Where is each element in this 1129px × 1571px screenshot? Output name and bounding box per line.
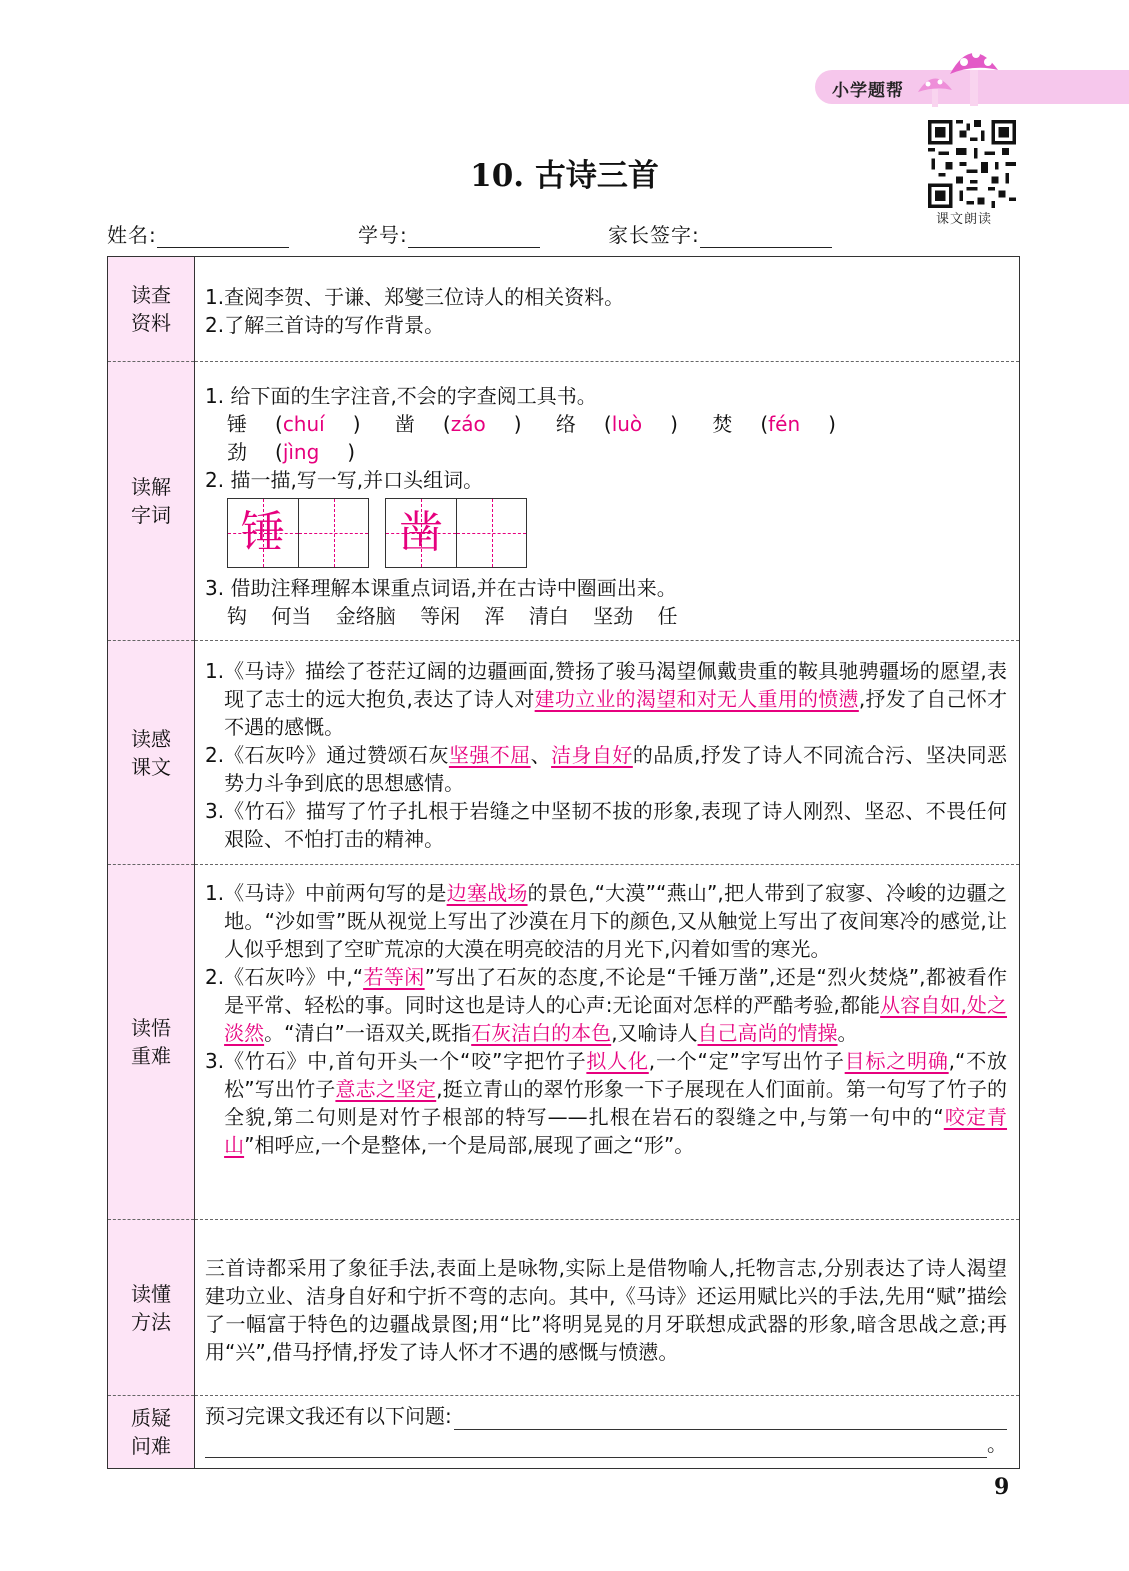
label-line-2: 问难 [131,1434,171,1458]
page-title: 10. 古诗三首 [470,158,659,194]
key-word: 任 [657,604,678,628]
name-label: 姓名: [107,223,157,247]
answer: 洁身自好 [551,743,633,767]
trace-character: 锤 [241,507,285,558]
section-content [195,1220,1020,1396]
question-blank[interactable] [205,1435,987,1458]
answer: 自己高尚的情操 [697,1021,838,1045]
tracing-grid[interactable] [385,498,527,568]
section-feel-text [108,641,1020,865]
key-word: 钩 [227,604,247,628]
question-line-2 [205,1430,1007,1458]
qr-caption: 课文朗读 [936,212,993,227]
answer: 意志之坚定 [335,1077,437,1101]
answer: 目标之明确 [844,1049,949,1073]
key-word: 等闲 [420,604,461,628]
pinyin-item: 络 (luò ) [555,412,678,436]
section-label [108,362,195,641]
pinyin-item: 焚 (fén ) [712,412,836,436]
list-item: 2. 《石灰吟》通过赞颂石灰坚强不屈、洁身自好的品质,抒发了诗人不同流合污、坚决同恶势力斗争到底的思想感情。 [205,743,1008,795]
label-line-1: 读悟 [131,1016,171,1040]
list-item: 3. 《竹石》中,首句开头一个“咬”字把竹子拟人化,一个“定”字写出竹子目标之明确,“不放松”写出竹子意志之坚定,挺立青山的翠竹形象一下子展现在人们面前。第一句写了竹子的全貌,第二句则是对竹子根部的特写——扎根在岩石的裂缝之中,与第一句中的“咬定青山”相呼应,一个是整体,一个是局部,展现了画之“形”。 [205,1049,1008,1157]
label-line-2: 课文 [131,754,171,779]
parent-signature-field [608,219,832,248]
number-blank[interactable] [408,225,540,248]
section-key-difficulties [108,865,1020,1220]
trace-character: 凿 [399,507,443,558]
section-content [195,257,1020,362]
number-label: 学号: [358,223,408,247]
parent-signature-label: 家长签字: [608,223,700,247]
writing-cell[interactable] [456,499,526,567]
writing-cell[interactable] [298,499,368,567]
name-field [107,219,289,248]
list-item: 2. 《石灰吟》中,“若等闲”写出了石灰的态度,不论是“千锤万凿”,还是“烈火焚烧”,都被看作是平常、轻松的事。同时这也是诗人的心声:无论面对怎样的严酷考验,都能从容自如,处之淡然。“清白”一语双关,既指石灰洁白的本色,又喻诗人自己高尚的情操。 [205,965,1007,1045]
section-label [108,865,195,1220]
section-questions [108,1396,1020,1469]
section-content [195,362,1020,641]
section-content [195,1396,1020,1469]
label-line-2: 资料 [131,311,171,335]
mushroom-icon [912,40,1012,110]
label-line-2: 字词 [131,503,171,527]
section-words [108,362,1020,641]
label-line-1: 读懂 [131,1281,171,1306]
label-line-1: 质疑 [131,1406,171,1430]
instruction-2: 2. 描一描,写一写,并口头组词。 [205,468,484,492]
label-line-2: 方法 [131,1309,171,1334]
instruction-3: 3. 借助注释理解本课重点词语,并在古诗中圈画出来。 [205,576,677,600]
key-words [205,602,1007,630]
key-word: 清白 [528,604,569,628]
answer: 从容自如,处之淡然 [224,993,1007,1045]
section-content [195,865,1020,1220]
key-word: 金络脑 [335,604,396,628]
section-label [108,641,195,865]
label-line-2: 重难 [131,1044,171,1068]
pinyin-item: 锤 (chuí ) [227,412,361,436]
section-label [108,257,195,362]
pinyin-item: 劲 (jìng ) [227,440,356,464]
pinyin-list [205,410,1007,466]
preview-table [107,256,1020,1469]
list-item: 3. 《竹石》描写了竹子扎根于岩缝之中坚韧不拔的形象,表现了诗人刚烈、坚忍、不畏任何艰险、不怕打击的精神。 [205,799,1007,851]
answer: 咬定青山 [224,1105,1008,1157]
tracing-grids [205,498,1007,568]
question-end-mark: 。 [987,1432,1007,1456]
list-item: 1. 《马诗》描绘了苍茫辽阔的边疆画面,赞扬了骏马渴望佩戴贵重的鞍具驰骋疆场的愿望,表现了志士的远大抱负,表达了诗人对建功立业的渴望和对无人重用的愤懑,抒发了自己怀才不遇的感慨。 [205,659,1008,739]
pinyin-item: 凿 (záo ) [394,412,522,436]
answer: 拟人化 [586,1049,649,1073]
key-word: 浑 [484,604,505,628]
methods-paragraph: 三首诗都采用了象征手法,表面上是咏物,实际上是借物喻人,托物言志,分别表达了诗人渴望建功立业、洁身自好和宁折不弯的志向。其中,《马诗》还运用赋比兴的手法,先用“赋”描绘了一幅富于特色的边疆战景图;用“比”将明晃晃的月牙联想成武器的形象,暗含思战之意;再用“兴”,借马抒情,抒发了诗人怀才不遇的感慨与愤懑。 [205,1256,1007,1364]
question-prompt: 预习完课文我还有以下问题: [205,1404,452,1428]
label-line-1: 读查 [131,283,171,307]
key-word: 坚劲 [593,604,634,628]
section-label [108,1396,195,1469]
section-methods [108,1220,1020,1396]
brand-label: 小学题帮 [832,81,904,101]
instruction-1: 1. 给下面的生字注音,不会的字查阅工具书。 [205,384,597,408]
parent-signature-blank[interactable] [700,225,832,248]
question-line-1 [205,1402,1007,1430]
question-blank[interactable] [454,1407,1007,1430]
page-number: 9 [994,1474,1010,1500]
section-read-materials [108,257,1020,362]
section-content [195,641,1020,865]
label-line-1: 读解 [131,475,171,499]
section-label [108,1220,195,1396]
list-item: 1. 《马诗》中前两句写的是边塞战场的景色,“大漠”“燕山”,把人带到了寂寥、冷峻的边疆之地。“沙如雪”既从视觉上写出了沙漠在月下的颜色,又从触觉上写出了夜间寒冷的感觉,让人似乎想到了空旷荒凉的大漠在明亮皎洁的月光下,闪着如雪的寒光。 [205,881,1007,961]
key-word: 何当 [271,604,312,628]
answer: 若等闲 [363,965,425,989]
answer: 建功立业的渴望和对无人重用的愤懑 [534,687,859,711]
answer: 坚强不屈 [448,743,531,767]
list-item: 2. 了解三首诗的写作背景。 [205,313,445,337]
answer: 边塞战场 [446,881,528,905]
label-line-1: 读感 [131,726,171,751]
tracing-grid[interactable] [227,498,369,568]
number-field [358,219,540,248]
answer: 石灰洁白的本色 [471,1021,612,1045]
name-blank[interactable] [157,225,289,248]
list-item: 1. 查阅李贺、于谦、郑燮三位诗人的相关资料。 [205,285,625,309]
